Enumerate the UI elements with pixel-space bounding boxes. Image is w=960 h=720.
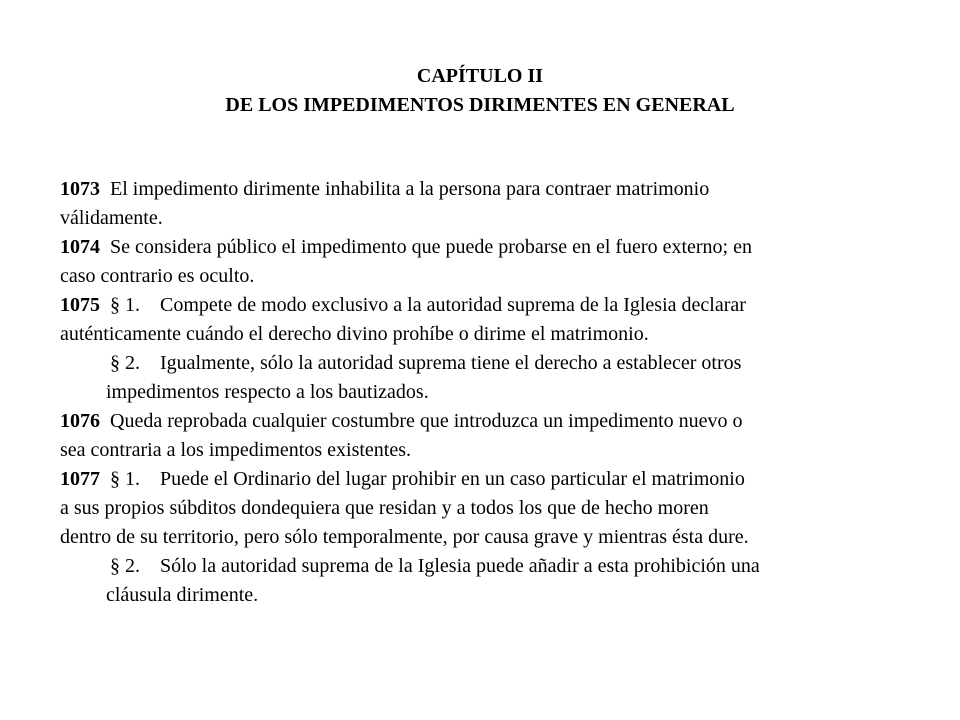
canon-text: El impedimento dirimente inhabilita a la persona para contraer matrimonio <box>110 178 710 200</box>
canon-1077-para-2 <box>60 552 920 610</box>
canon-line <box>60 291 920 320</box>
canon-1077 <box>60 465 920 610</box>
canon-text: Igualmente, sólo la autoridad suprema tiene el derecho a establecer otros <box>160 352 742 374</box>
canon-text: caso contrario es oculto. <box>60 265 255 287</box>
canon-number: 1075 <box>60 294 100 316</box>
canon-line <box>60 175 920 204</box>
chapter-title: CAPÍTULO II <box>416 65 544 87</box>
canon-number: 1074 <box>60 236 100 258</box>
canon-line <box>106 552 920 581</box>
canon-1075 <box>60 291 920 407</box>
paragraph-label: § 2. <box>110 555 140 577</box>
canon-text: Queda reprobada cualquier costumbre que introduzca un impedimento nuevo o <box>110 410 743 432</box>
canon-1074 <box>60 233 920 291</box>
canon-number: 1076 <box>60 410 100 432</box>
paragraph-label: § 1. <box>110 468 140 490</box>
canon-text: válidamente. <box>60 207 163 229</box>
chapter-heading <box>0 62 960 120</box>
paragraph-label: § 2. <box>110 352 140 374</box>
paragraph-label: § 1. <box>110 294 140 316</box>
canon-text: Compete de modo exclusivo a la autoridad suprema de la Iglesia declarar <box>160 294 746 316</box>
canon-text: dentro de su territorio, pero sólo temporalmente, por causa grave y mientras ésta dure. <box>60 526 749 548</box>
canon-text-body <box>60 175 920 610</box>
canon-1073 <box>60 175 920 233</box>
canon-1075-para-2 <box>60 349 920 407</box>
chapter-subtitle: DE LOS IMPEDIMENTOS DIRIMENTES EN GENERAL <box>225 94 735 116</box>
canon-line <box>60 233 920 262</box>
canon-number: 1073 <box>60 178 100 200</box>
canon-text: sea contraria a los impedimentos existentes. <box>60 439 412 461</box>
canon-line <box>106 349 920 378</box>
canon-text: auténticamente cuándo el derecho divino prohíbe o dirime el matrimonio. <box>60 323 649 345</box>
canon-text: Puede el Ordinario del lugar prohibir en un caso particular el matrimonio <box>160 468 745 490</box>
canon-number: 1077 <box>60 468 100 490</box>
canon-line <box>60 465 920 494</box>
canon-line <box>60 407 920 436</box>
canon-text: Sólo la autoridad suprema de la Iglesia puede añadir a esta prohibición una <box>160 555 760 577</box>
canon-text: a sus propios súbditos dondequiera que residan y a todos los que de hecho moren <box>60 497 709 519</box>
canon-text: cláusula dirimente. <box>106 584 259 606</box>
canon-text: Se considera público el impedimento que puede probarse en el fuero externo; en <box>110 236 752 258</box>
canon-text: impedimentos respecto a los bautizados. <box>106 381 429 403</box>
canon-1076 <box>60 407 920 465</box>
